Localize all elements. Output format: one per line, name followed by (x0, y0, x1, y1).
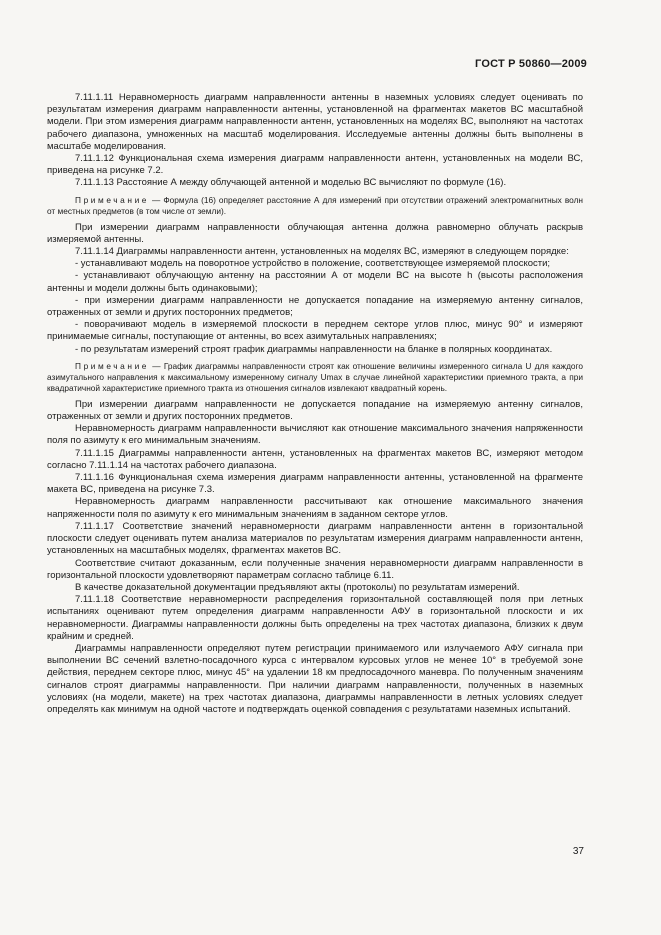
note-text: — График диаграммы направленности строят как отношение величины измеренного сигнала U для каждого азимутального направления к максимальному измеренному сигналу Umax в случае линейной характеристики приемного тракта, а при квадратичной характеристике приемного тракта из отношения сигналов извлекают квадратный корень. (47, 360, 583, 393)
paragraph: - по результатам измерений строят график диаграммы направленности на бланке в полярных координатах. (75, 343, 553, 355)
note-label: Примечание (75, 360, 150, 371)
paragraph: 7.11.1.16 Функциональная схема измерения диаграмм направленности антенны, установленной на фрагменте макета ВС, приведена на рисунке 7.3. (47, 472, 583, 496)
paragraph: - при измерении диаграмм направленности не допускается попадание на измеряемую антенну сигналов, отраженных от земли и других посторонних предметов; (47, 294, 583, 319)
paragraph: При измерении диаграмм направленности облучающая антенна должна равномерно облучать раскрыв измеряемой антенны. (47, 221, 583, 245)
paragraph: 7.11.1.11 Неравномерность диаграмм направленности антенны в наземных условиях следует оценивать по результатам измерения диаграмм направленности антенны, установленной на фрагментах макетов ВС масштабной модели. При этом измерения диаграмм направленности антенн, установленных на моделях ВС, выполняют на частотах рабочего диапазона, умноженных на масштаб моделирования. Исследуемые антенны должны быть выполнены в масштабе моделирования. (47, 92, 583, 152)
paragraph: Неравномерность диаграмм направленности вычисляют как отношение максимального значения напряженности поля по азимуту к его минимальным значениям. (47, 423, 583, 447)
paragraph: - устанавливают модель на поворотное устройство в положение, соответствующее измеряемой плоскости; (75, 258, 551, 270)
paragraph: - устанавливают облучающую антенну на расстоянии А от модели ВС на высоте h (высоты расположения антенны и модели должны быть одинаковыми); (47, 270, 583, 294)
paragraph: При измерении диаграмм направленности не допускается попадание на измеряемую антенну сигналов, отраженных от земли и других посторонних предметов. (47, 398, 583, 423)
paragraph: В качестве доказательной документации предъявляют акты (протоколы) по результатам измерений. (75, 581, 520, 593)
note-paragraph (47, 195, 583, 217)
paragraph: 7.11.1.18 Соответствие неравномерности распределения горизонтальной составляющей поля при летных испытаниях оценивают путем определения диаграмм направленности АФУ в горизонтальной плоскости и их неравномерности. Диаграммы направленности должны быть определены на трех частотах диапазона, близких к двум крайним и средней. (47, 594, 583, 642)
paragraph: - поворачивают модель в измеряемой плоскости в переднем секторе углов плюс, минус 90° и измеряют принимаемые сигналы, поступающие от антенны, во всех азимутальных направлениях; (47, 319, 583, 343)
page-number: 37 (572, 846, 584, 857)
paragraph: 7.11.1.14 Диаграммы направленности антенн, установленных на моделях ВС, измеряют в следующем порядке: (75, 246, 569, 258)
paragraph: 7.11.1.12 Функциональная схема измерения диаграмм направленности антенн, установленных на модели ВС, приведена на рисунке 7.2. (47, 153, 583, 177)
note-label: Примечание (75, 194, 150, 205)
note-text: — Формула (16) определяет расстояние А для измерений при отсутствии отражений электромагнитных волн от местных предметов (в том числе от земли). (47, 194, 583, 216)
paragraph: Неравномерность диаграмм направленности рассчитывают как отношение максимального значения напряженности поля по азимуту к его минимальным значениям в заданном секторе углов. (47, 496, 583, 520)
paragraph: Диаграммы направленности определяют путем регистрации принимаемого или излучаемого АФУ сигнала при выполнении ВС сечений взлетно-посадочного курса с интервалом курсовых углов не менее 10° в требуемой зоне действия, переднем секторе плюс, минус 45° на удалении 18 км предпосадочного маневра. По полученным значениям сигналов строят диаграммы направленности. При наличии диаграмм направленности, полученных в наземных условиях (на модели, макете) на трех частотах диапазона, диаграммы направленности в летных условиях следует определять как минимум на одной частоте и подтверждать оценкой совпадения с результатами наземных испытаний. (47, 642, 583, 715)
document-body (47, 92, 583, 716)
paragraph: 7.11.1.13 Расстояние А между облучающей антенной и моделью ВС вычисляют по формуле (16). (75, 177, 507, 189)
paragraph: Соответствие считают доказанным, если полученные значения неравномерности диаграмм направленности в горизонтальной плоскости удовлетворяют параметрам согласно таблице 6.11. (47, 557, 583, 581)
document-code: ГОСТ Р 50860—2009 (475, 58, 587, 70)
paragraph: 7.11.1.15 Диаграммы направленности антенн, установленных на фрагментах макетов ВС, измеряют методом согласно 7.11.1.14 на частотах рабочего диапазона. (47, 447, 583, 471)
paragraph: 7.11.1.17 Соответствие значений неравномерности диаграмм направленности антенн в горизонтальной плоскости следует оценивать путем анализа материалов по результатам измерения диаграмм направленности антенн, установленных на масштабных моделях, фрагментах макетов ВС. (47, 520, 583, 557)
note-paragraph (47, 361, 583, 394)
